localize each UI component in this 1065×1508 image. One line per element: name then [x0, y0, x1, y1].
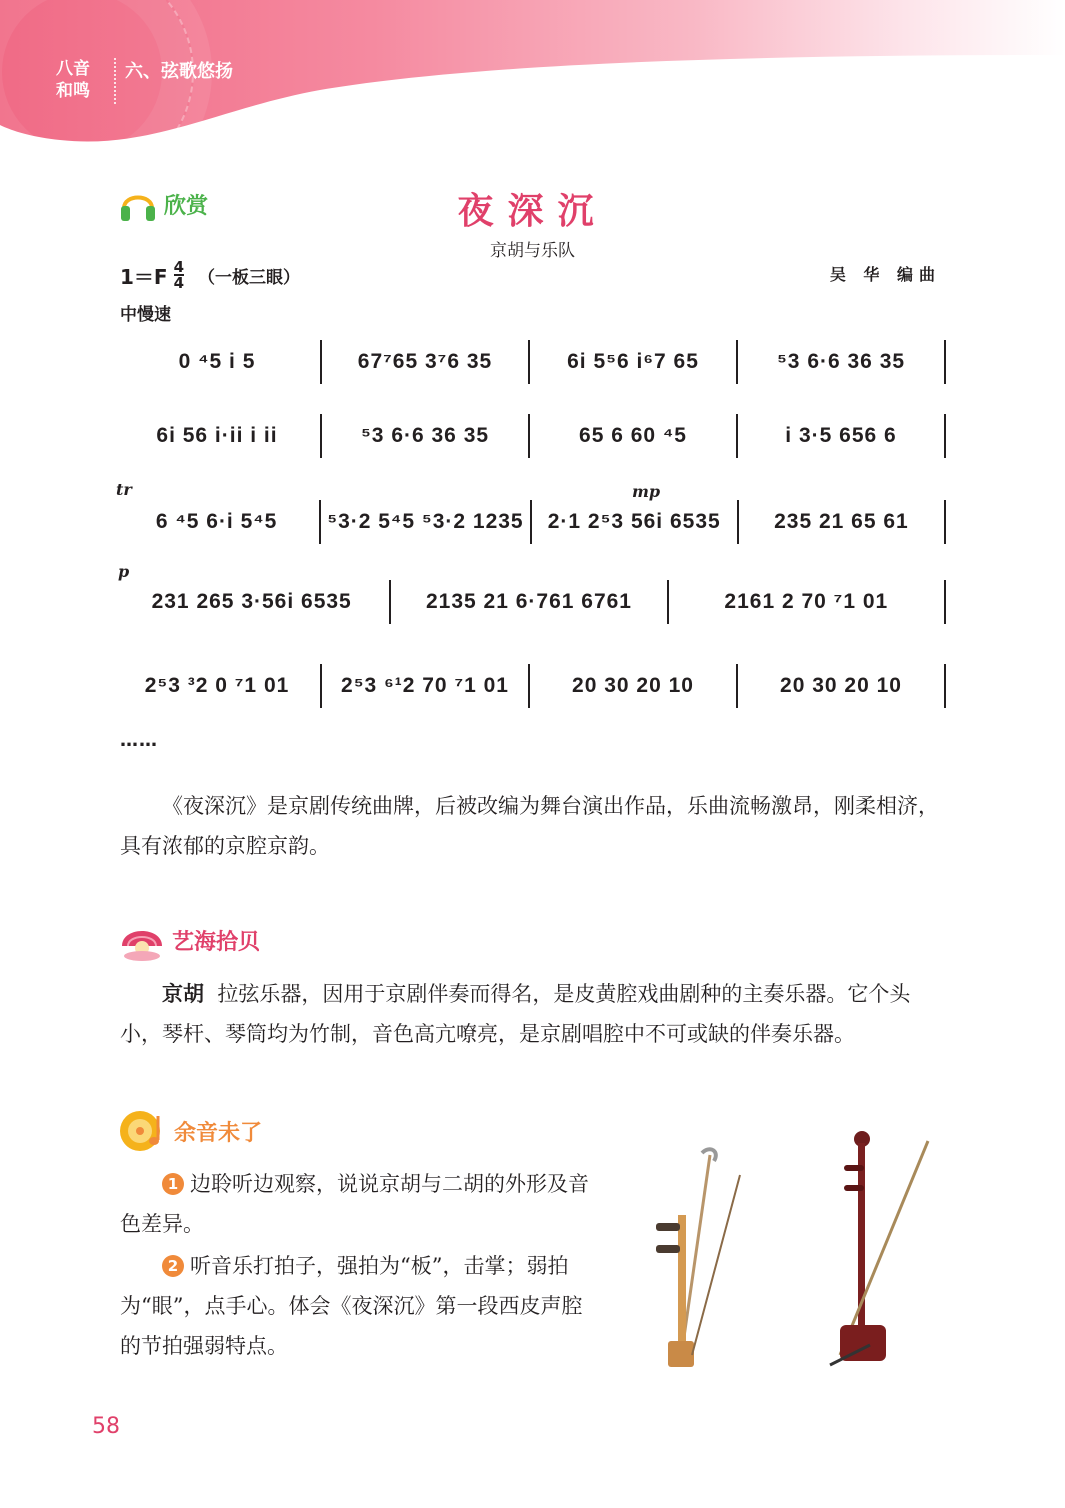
song-subtitle: 京胡与乐队 — [490, 241, 575, 261]
page-number: 58 — [92, 1414, 120, 1439]
score-bar: 2⁵3 ⁶¹2 70 ⁷1 01 — [322, 664, 530, 708]
knowledge-term: 京胡 — [162, 982, 204, 1006]
echo-heading-label: 余音未了 — [174, 1120, 263, 1146]
knowledge-text — [120, 974, 946, 1054]
tempo: 中慢速 — [120, 305, 171, 325]
score-bar: 65 6 60 ⁴5 — [530, 414, 738, 458]
score-line — [120, 340, 946, 384]
score-bar: 235 21 65 61 — [739, 500, 946, 544]
score-bar: 6 ⁴5 6·i 5⁴5 — [120, 500, 321, 544]
meter-note: （一板三眼） — [198, 267, 301, 288]
song-title: 夜深沉 — [457, 190, 608, 232]
chapter-title: 六、弦歌悠扬 — [125, 61, 233, 82]
question-number: 1 — [162, 1173, 184, 1195]
score-bar: 2161 2 70 ⁷1 01 — [669, 580, 946, 624]
score-bar: 6i 5⁵6 i⁶7 65 — [530, 340, 738, 384]
question-item — [120, 1246, 590, 1366]
score-bar: 231 265 3·56i 6535 — [120, 580, 391, 624]
shell-icon — [118, 916, 166, 964]
time-signature — [174, 260, 184, 290]
score-line — [120, 500, 946, 544]
knowledge-heading-label: 艺海拾贝 — [172, 929, 261, 955]
question-item — [120, 1164, 590, 1244]
question-number: 2 — [162, 1255, 184, 1277]
meter-top: 4 — [173, 258, 185, 276]
echo-heading — [118, 1106, 262, 1156]
score-bar: 67⁷65 3⁷6 35 — [322, 340, 530, 384]
score-line — [120, 414, 946, 458]
score-bar: i 3·5 656 6 — [738, 414, 946, 458]
score-bar: 20 30 20 10 — [530, 664, 738, 708]
trill-mark: tr — [116, 480, 132, 499]
meter-bottom: 4 — [173, 274, 185, 292]
question-text: 听音乐打拍子，强拍为“板”，击掌；弱拍为“眼”，点手心。体会《夜深沉》第一段西皮声腔的节拍强弱特点。 — [120, 1254, 583, 1358]
score-line — [120, 580, 946, 624]
score-bar: 2·1 2⁵3 56i 6535 — [532, 500, 739, 544]
jinghu-image — [640, 1145, 750, 1375]
score-bar: 6i 56 i·ii i ii — [120, 414, 322, 458]
score-bar: 2135 21 6·761 6761 — [391, 580, 668, 624]
score-bar: ⁵3 6·6 36 35 — [322, 414, 530, 458]
score-bar: ⁵3 6·6 36 35 — [738, 340, 946, 384]
score-bar: 2⁵3 ³2 0 ⁷1 01 — [120, 664, 322, 708]
knowledge-body: 拉弦乐器，因用于京剧伴奏而得名，是皮黄腔戏曲剧种的主奏乐器。它个头小，琴杆、琴筒均为竹制，音色高亢嘹亮，是京剧唱腔中不可或缺的伴奏乐器。 — [120, 982, 911, 1046]
score-line — [120, 664, 946, 708]
score-bar: ⁵3·2 5⁴5 ⁵3·2 1235 — [321, 500, 531, 544]
music-disc-icon — [118, 1106, 168, 1156]
knowledge-heading — [118, 916, 260, 964]
score-bar: 20 30 20 10 — [738, 664, 946, 708]
key-signature — [120, 260, 300, 290]
dynamic-mark: p — [118, 562, 130, 581]
dynamic-mark: mp — [632, 482, 661, 501]
header-ornament — [0, 0, 194, 184]
appreciation-heading-label: 欣赏 — [164, 193, 209, 219]
key: 1＝F — [120, 264, 168, 289]
question-text: 边聆听边观察，说说京胡与二胡的外形及音色差异。 — [120, 1172, 589, 1236]
header-separator — [114, 58, 116, 104]
song-description: 《夜深沉》是京剧传统曲牌，后被改编为舞台演出作品，乐曲流畅激昂，刚柔相济，具有浓郁的京腔京韵。 — [120, 794, 939, 858]
erhu-image — [810, 1125, 940, 1375]
score-bar: 0 ⁴5 i 5 — [120, 340, 322, 384]
series-mark: 八音 和鸣 — [56, 59, 90, 101]
composer: 吴 华 编曲 — [829, 265, 941, 284]
ellipsis: …… — [120, 730, 158, 751]
